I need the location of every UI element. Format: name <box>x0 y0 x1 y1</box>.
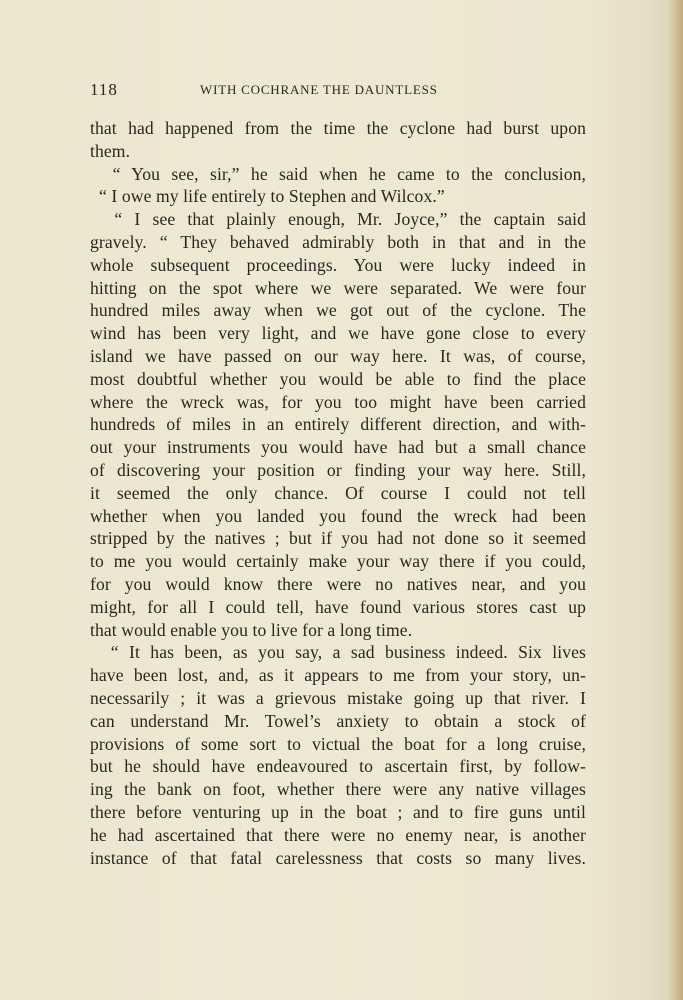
text-line: for you would know there were no natives near, and you <box>90 573 586 594</box>
text-line: instance of that fatal carelessness that costs so many lives. <box>90 847 586 868</box>
text-line: hitting on the spot where we were separated. We were four <box>90 277 586 298</box>
page-edge <box>667 0 683 1000</box>
body-text <box>90 117 586 869</box>
text-line: that would enable you to live for a long time. <box>90 619 413 640</box>
text-line: he had ascertained that there were no enemy near, is another <box>90 824 586 845</box>
text-line: provisions of some sort to victual the boat for a long cruise, <box>90 733 586 754</box>
text-line: stripped by the natives ; but if you had not done so it seemed <box>90 528 586 549</box>
text-line: “ You see, sir,” he said when he came to the conclusion, <box>90 163 586 184</box>
text-line: hundreds of miles in an entirely different direction, and with- <box>90 414 586 435</box>
text-line: island we have passed on our way here. It was, of course, <box>90 345 586 366</box>
page-header <box>90 80 586 100</box>
text-line: might, for all I could tell, have found various stores cast up <box>90 596 586 617</box>
text-line: “ It has been, as you say, a sad business indeed. Six lives <box>90 642 586 663</box>
text-line: where the wreck was, for you too might have been carried <box>90 391 586 412</box>
page-number: 118 <box>90 80 118 99</box>
text-line: whether when you landed you found the wreck had been <box>90 505 586 526</box>
text-line: most doubtful whether you would be able to find the place <box>90 368 586 389</box>
text-line: wind has been very light, and we have gone close to every <box>90 323 586 344</box>
text-line: hundred miles away when we got out of the cyclone. The <box>90 300 586 321</box>
text-line: necessarily ; it was a grievous mistake going up that river. I <box>90 687 586 708</box>
text-line: “ I owe my life entirely to Stephen and Wilcox.” <box>90 186 445 207</box>
text-line: out your instruments you would have had but a small chance <box>90 437 586 458</box>
text-line: gravely. “ They behaved admirably both in that and in the <box>90 231 586 252</box>
text-line: whole subsequent proceedings. You were lucky indeed in <box>90 254 586 275</box>
text-line: them. <box>90 140 131 161</box>
text-line: ing the bank on foot, whether there were any native villages <box>90 779 586 800</box>
text-line: of discovering your position or finding your way here. Still, <box>90 459 586 480</box>
text-line: have been lost, and, as it appears to me from your story, un- <box>90 665 586 686</box>
text-line: but he should have endeavoured to ascertain first, by follow- <box>90 756 586 777</box>
text-line: that had happened from the time the cyclone had burst upon <box>90 118 586 138</box>
text-line: it seemed the only chance. Of course I could not tell <box>90 482 586 503</box>
text-line: to me you would certainly make your way there if you could, <box>90 551 586 572</box>
text-line: “ I see that plainly enough, Mr. Joyce,” the captain said <box>90 209 586 230</box>
running-title: WITH COCHRANE THE DAUNTLESS <box>200 82 438 97</box>
text-line: there before venturing up in the boat ; and to fire guns until <box>90 801 586 822</box>
text-line: can understand Mr. Towel’s anxiety to obtain a stock of <box>90 710 586 731</box>
